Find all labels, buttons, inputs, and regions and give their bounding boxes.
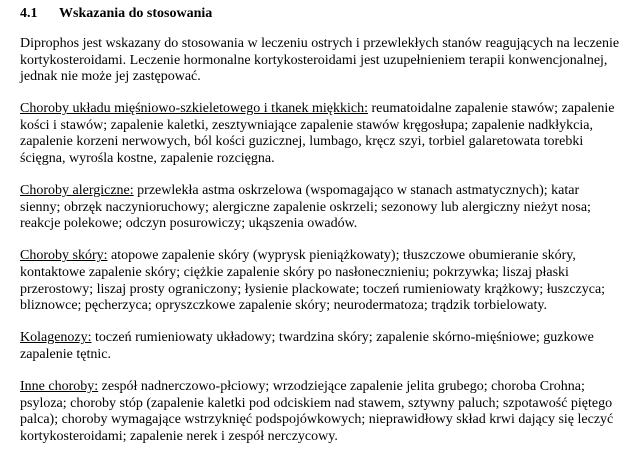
group-text: toczeń rumieniowaty układowy; twardzina skóry; zapalenie skórno-mięśniowe; guzkowe zapalenie tętnic. bbox=[20, 330, 594, 362]
group-label: Choroby alergiczne: bbox=[20, 183, 134, 199]
group-text: atopowe zapalenie skóry (wyprysk pieniążkowaty); tłuszczowe obumieranie skóry, kontaktowe zapalenie skóry; ciężkie zapalenie skóry po nasłonecznieniu; pokrzywka; liszaj płaski przerostowy; liszaj prosty ograniczony; łysienie plackowate; toczeń rumieniowaty krążkowy; łuszczyca; bliznowce; pęcherzyca; opryszczkowe zapalenie skóry; neurodermatoza; trądzik torbielowaty. bbox=[20, 248, 606, 314]
group-text: zespół nadnerczowo-płciowy; wrzodziejące zapalenie jelita grubego; choroba Crohna; psyloza; choroby stóp (zapalenie kaletki pod odciskiem nad stawem, sztywny paluch; szpotawość piętego palca); choroby wymagające wstrzyknięć podspojówkowych; nieprawidłowy skład krwi dający się leczyć kortykosteroidami; zapalenie nerek i zespół nerczycowy. bbox=[20, 379, 614, 444]
intro-paragraph: Diprophos jest wskazany do stosowania w leczeniu ostrych i przewlekłych stanów reagujących na leczenie kortykosteroidami. Leczenie hormonalne kortykosteroidami jest uzupełnieniem terapii konwencjonalnej, jednak nie może jej zastępować. bbox=[20, 36, 620, 85]
indication-group-collagenoses bbox=[20, 330, 620, 363]
section-heading bbox=[20, 6, 620, 22]
group-text: przewlekła astma oskrzelowa (wspomagająco w stanach astmatycznych); katar sienny; obrzęk naczynioruchowy; alergiczne zapalenie oskrzeli; sezonowy lub alergiczny nieżyt nosa; reakcje polekowe; odczyn posurowiczy; ukąszenia owadów. bbox=[20, 183, 591, 232]
document-page bbox=[20, 6, 620, 461]
group-label: Choroby układu mięśniowo-szkieletowego i tkanek miękkich: bbox=[20, 101, 368, 117]
group-label: Kolagenozy: bbox=[20, 330, 92, 346]
indication-group-skin bbox=[20, 248, 620, 314]
indication-group-allergic bbox=[20, 183, 620, 233]
indication-group-musculoskeletal bbox=[20, 101, 620, 167]
group-label: Choroby skóry: bbox=[20, 248, 108, 264]
section-number: 4.1 bbox=[20, 6, 38, 21]
group-text: reumatoidalne zapalenie stawów; zapalenie kości i stawów; zapalenie kaletki, zesztywniające zapalenie stawów kręgosłupa; zapalenie nadkłykcia, zapalenie korzeni nerwowych, ból kości guzicznej, lumbago, kręcz szyi, torbiel galaretowata torebki ścięgna, wyrośla kostne, zapalenie rozcięgna. bbox=[20, 101, 615, 167]
indication-group-other bbox=[20, 379, 620, 445]
group-label: Inne choroby: bbox=[20, 379, 99, 394]
section-title: Wskazania do stosowania bbox=[59, 6, 213, 21]
